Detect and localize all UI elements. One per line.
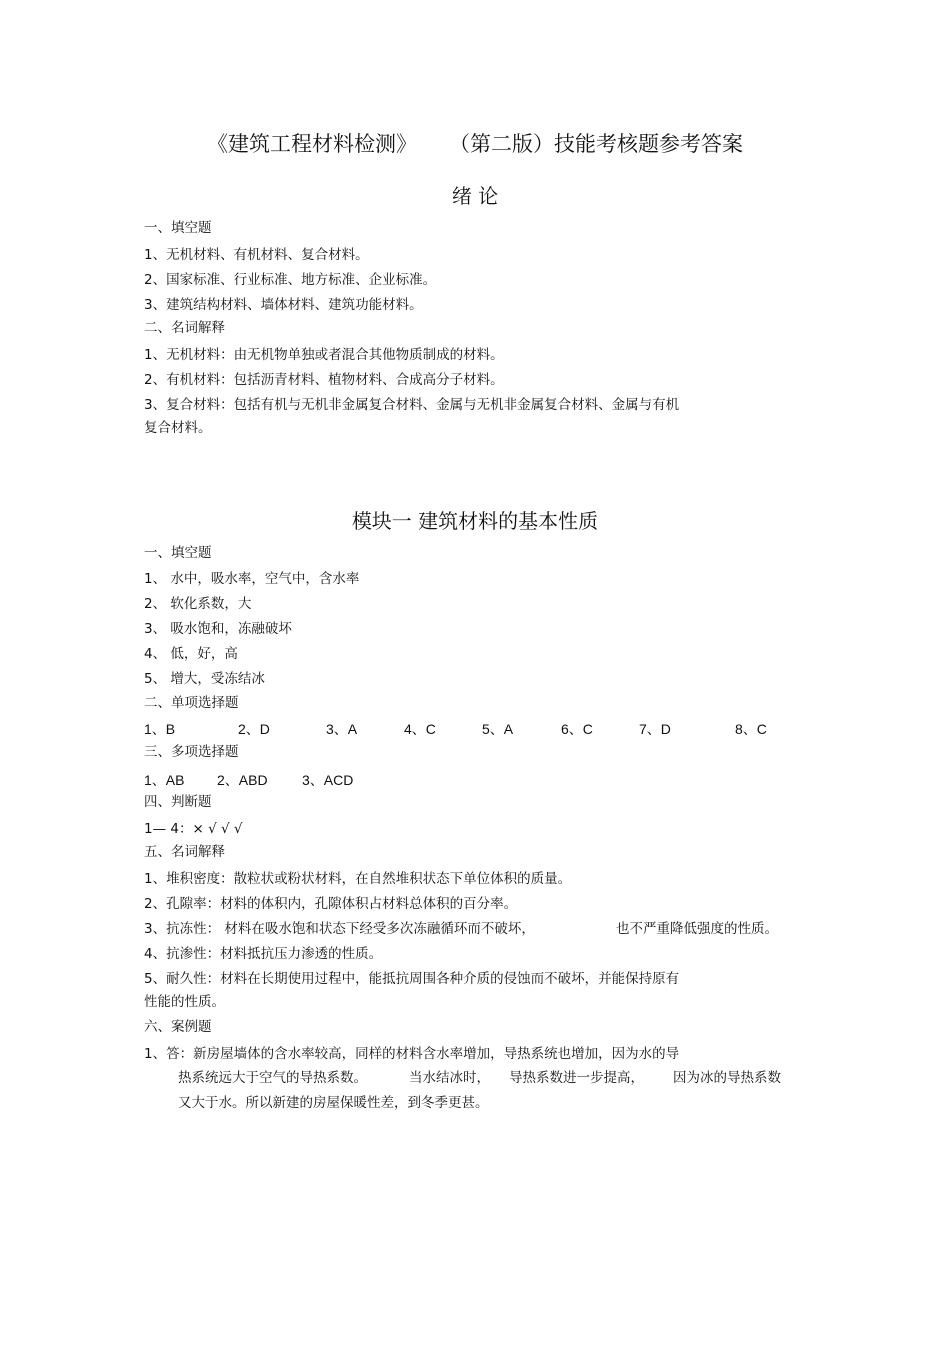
module1-judge-heading: 四、判断题 [144, 794, 212, 810]
module1-single-heading: 二、单项选择题 [144, 695, 239, 711]
module1-case-heading: 六、案例题 [144, 1019, 212, 1035]
single-answer: 5、A [482, 721, 514, 737]
module1-fill-item: 1、 水中，吸水率，空气中，含水率 [144, 571, 360, 587]
judge-answer: 1— 4：× √ √ √ [144, 821, 243, 837]
single-answer: 6、C [561, 721, 593, 737]
case-line: 1、答：新房屋墙体的含水率较高，同样的材料含水率增加，导热系统也增加，因为水的导 [144, 1046, 680, 1062]
single-answer: 1、B [144, 721, 176, 737]
multi-answer: 3、ACD [302, 772, 354, 788]
intro-fill-item: 1、无机材料、有机材料、复合材料。 [144, 247, 369, 263]
single-answer: 2、D [238, 721, 270, 737]
single-answer: 3、A [326, 721, 358, 737]
module1-fill-item: 3、 吸水饱和，冻融破坏 [144, 621, 292, 637]
single-answer: 7、D [639, 721, 671, 737]
module1-multi-heading: 三、多项选择题 [144, 744, 239, 760]
module1-fill-item: 2、 软化系数，大 [144, 596, 252, 612]
multi-answer: 1、AB [144, 772, 185, 788]
intro-heading: 绪 论 [451, 184, 499, 208]
case-line: 又大于水。所以新建的房屋保暖性差，到冬季更甚。 [178, 1095, 489, 1111]
document-title-part2: （第二版）技能考核题参考答案 [449, 132, 743, 156]
document-title-part1: 《建筑工程材料检测》 [207, 132, 417, 156]
module1-fill-item: 5、 增大，受冻结冰 [144, 671, 265, 687]
module1-term-item: 3、抗冻性： 材料在吸水饱和状态下经受多次冻融循环而不破坏， [144, 921, 535, 937]
intro-fill-heading: 一、填空题 [144, 220, 212, 236]
module1-term-item: 1、堆积密度：散粒状或粉状材料，在自然堆积状态下单位体积的质量。 [144, 871, 572, 887]
case-line: 导热系数进一步提高， [509, 1070, 644, 1086]
intro-fill-item: 3、建筑结构材料、墙体材料、建筑功能材料。 [144, 297, 423, 313]
module1-term-item: 性能的性质。 [144, 994, 225, 1010]
module1-term-item: 4、抗渗性：材料抵抗压力渗透的性质。 [144, 946, 383, 962]
case-line: 当水结冰时， [409, 1070, 490, 1086]
intro-term-item: 1、无机材料：由无机物单独或者混合其他物质制成的材料。 [144, 347, 504, 363]
case-line: 热系统远大于空气的导热系数。 [178, 1070, 367, 1086]
module1-terms-heading: 五、名词解释 [144, 844, 225, 860]
module1-term-item: 5、耐久性：材料在长期使用过程中，能抵抗周围各种介质的侵蚀而不破坏，并能保持原有 [144, 971, 680, 987]
intro-term-item: 3、复合材料：包括有机与无机非金属复合材料、金属与无机非金属复合材料、金属与有机 [144, 397, 680, 413]
case-line: 因为冰的导热系数 [673, 1070, 781, 1086]
module1-term-item: 也不严重降低强度的性质。 [616, 921, 778, 937]
single-answer: 4、C [404, 721, 436, 737]
module1-term-item: 2、孔隙率：材料的体积内，孔隙体积占材料总体积的百分率。 [144, 896, 518, 912]
intro-term-item: 复合材料。 [144, 420, 212, 436]
single-answer: 8、C [735, 721, 767, 737]
module1-heading: 模块一 建筑材料的基本性质 [351, 509, 599, 533]
intro-fill-item: 2、国家标准、行业标准、地方标准、企业标准。 [144, 272, 437, 288]
intro-terms-heading: 二、名词解释 [144, 320, 225, 336]
module1-fill-heading: 一、填空题 [144, 545, 212, 561]
module1-fill-item: 4、 低，好，高 [144, 646, 238, 662]
intro-term-item: 2、有机材料：包括沥青材料、植物材料、合成高分子材料。 [144, 372, 504, 388]
multi-answer: 2、ABD [217, 772, 268, 788]
document-title [0, 128, 950, 158]
